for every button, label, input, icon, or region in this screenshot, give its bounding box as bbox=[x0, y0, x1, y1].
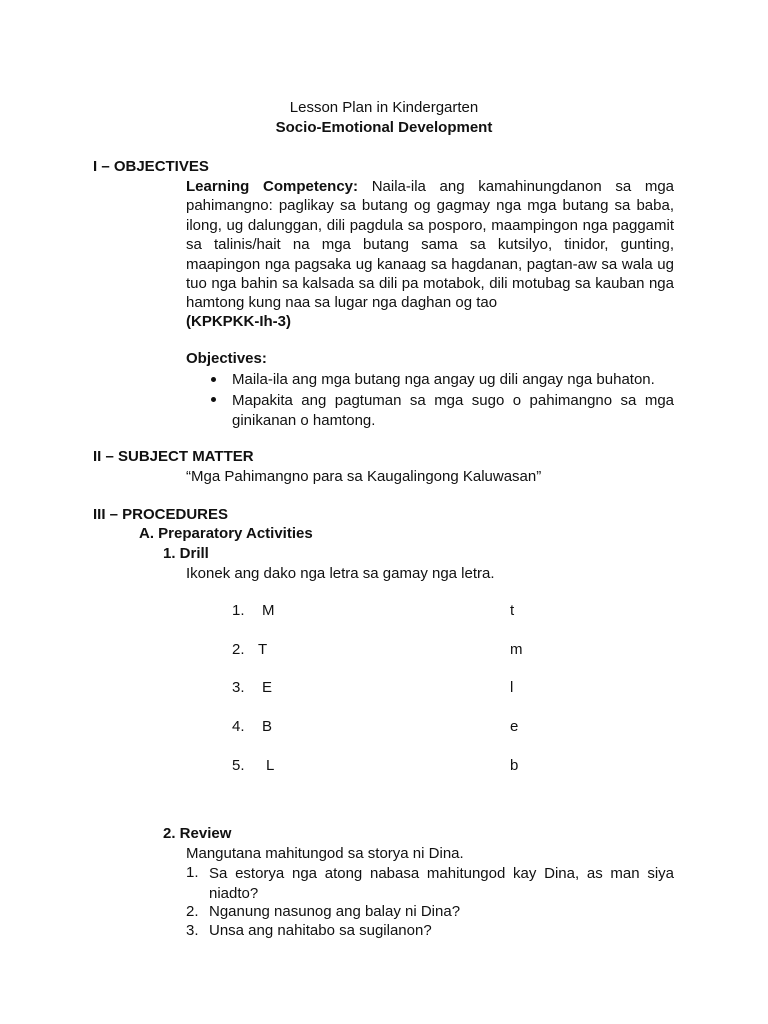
drill-heading: 1. Drill bbox=[163, 545, 209, 562]
review-question: Nganung nasunog ang balay ni Dina? bbox=[209, 903, 461, 920]
drill-number: 2. bbox=[232, 641, 245, 658]
review-question-number: 3. bbox=[186, 922, 199, 939]
drill-lowercase-letter: l bbox=[510, 679, 514, 696]
drill-number: 3. bbox=[232, 679, 245, 696]
drill-lowercase-letter: b bbox=[510, 757, 519, 774]
objectives-heading: I – OBJECTIVES bbox=[93, 158, 209, 175]
learning-competency bbox=[186, 177, 674, 313]
review-heading: 2. Review bbox=[163, 825, 232, 842]
objective-item: Maila-ila ang mga butang nga angay ug dili angay nga buhaton. bbox=[232, 371, 655, 388]
review-question: Unsa ang nahitabo sa sugilanon? bbox=[209, 922, 432, 939]
drill-lowercase-letter: t bbox=[510, 602, 515, 619]
document-subtitle: Socio-Emotional Development bbox=[275, 119, 493, 136]
competency-code: (KPKPKK-Ih-3) bbox=[186, 313, 291, 330]
review-question-number: 2. bbox=[186, 903, 199, 920]
drill-uppercase-letter: B bbox=[262, 718, 273, 735]
drill-number: 4. bbox=[232, 718, 245, 735]
review-question: Sa estorya nga atong nabasa mahitungod kay Dina, as man siya niadto? bbox=[209, 865, 674, 902]
drill-uppercase-letter: T bbox=[258, 641, 268, 658]
competency-text: Naila-ila ang kamahinungdanon sa mga pahimangno: paglikay sa butang og gagmay nga mga butang sa baba, ilong, ug dalunggan, dili pagdula sa posporo, maampingon nga paggamit sa talinis/hait na mga butang sama sa kutsilyo, tinidor, gunting, maapingon nga pagsaka ug kanaag sa hagdanan, pagtan-aw sa wala ug tuo nga bahin sa kalsada sa dili pa motabok, dili motubag sa kauban nga hamtong kung naa sa lugar nga daghan og tao bbox=[186, 178, 675, 312]
drill-uppercase-letter: E bbox=[262, 679, 273, 696]
drill-number: 5. bbox=[232, 757, 245, 774]
review-question-number: 1. bbox=[186, 864, 199, 881]
procedures-heading: III – PROCEDURES bbox=[93, 506, 229, 523]
drill-number: 1. bbox=[232, 602, 245, 619]
drill-uppercase-letter: L bbox=[266, 757, 275, 774]
bullet-icon bbox=[211, 397, 216, 402]
bullet-icon bbox=[211, 377, 216, 382]
subject-matter-title: “Mga Pahimangno para sa Kaugalingong Kaluwasan” bbox=[186, 468, 542, 485]
document-title: Lesson Plan in Kindergarten bbox=[289, 99, 479, 116]
preparatory-activities-heading: A. Preparatory Activities bbox=[139, 525, 313, 542]
review-instruction: Mangutana mahitungod sa storya ni Dina. bbox=[186, 845, 464, 862]
drill-lowercase-letter: e bbox=[510, 718, 519, 735]
objective-item: Mapakita ang pagtuman sa mga sugo o pahimangno sa mga ginikanan o hamtong. bbox=[232, 392, 674, 429]
objectives-label: Objectives: bbox=[186, 350, 267, 367]
subject-matter-heading: II – SUBJECT MATTER bbox=[93, 448, 254, 465]
competency-label: Learning Competency: bbox=[186, 178, 359, 195]
drill-uppercase-letter: M bbox=[262, 602, 275, 619]
drill-instruction: Ikonek ang dako nga letra sa gamay nga letra. bbox=[186, 565, 495, 582]
drill-lowercase-letter: m bbox=[510, 641, 523, 658]
